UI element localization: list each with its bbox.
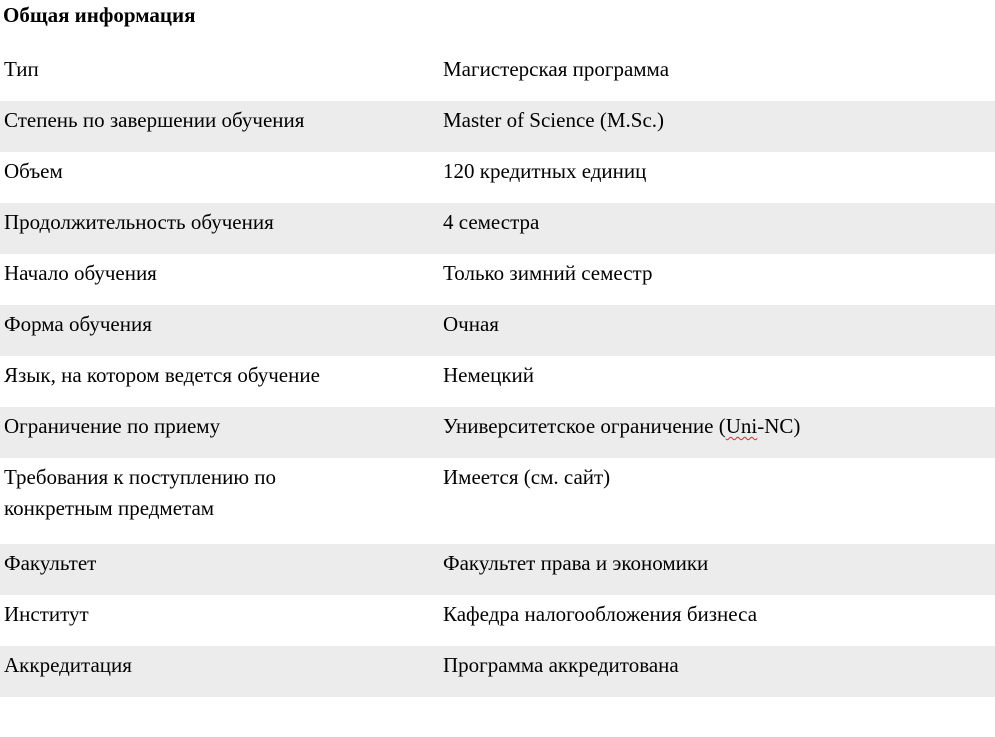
- row-label: Продолжительность обучения: [0, 203, 439, 254]
- row-value: Только зимний семестр: [443, 261, 653, 285]
- table-row-accreditation: [0, 646, 995, 697]
- row-label-line2: конкретным предметам: [4, 496, 215, 520]
- row-label: [0, 458, 439, 544]
- spellcheck-flagged-word: Uni: [725, 414, 758, 438]
- row-label: Аккредитация: [0, 646, 439, 697]
- table-row-start: [0, 254, 995, 305]
- table-row-type: [0, 50, 995, 101]
- row-value: [439, 407, 995, 458]
- value-suffix: -NC): [757, 414, 801, 438]
- row-value: Очная: [439, 305, 995, 356]
- row-value: Master of Science (M.Sc.): [439, 101, 995, 152]
- table-row-subject-requirements: [0, 458, 995, 544]
- row-value: Факультет права и экономики: [439, 544, 995, 595]
- table-row-study-form: [0, 305, 995, 356]
- section-heading: Общая информация: [3, 3, 196, 27]
- row-label: Форма обучения: [0, 305, 439, 356]
- row-label: Факультет: [0, 544, 439, 595]
- value-prefix: Университетское ограничение (: [443, 414, 726, 438]
- row-label: Язык, на котором ведется обучение: [4, 363, 320, 387]
- row-value: 4 семестра: [439, 203, 995, 254]
- table-row-volume: [0, 152, 995, 203]
- table-row-admission-limit: [0, 407, 995, 458]
- table-row-faculty: [0, 544, 995, 595]
- row-label: Институт: [4, 602, 89, 626]
- row-label: Тип: [4, 57, 39, 81]
- row-label-line1: Требования к поступлению по: [4, 465, 277, 489]
- table-row-degree: [0, 101, 995, 152]
- table-row-institute: [0, 595, 995, 646]
- row-value: Программа аккредитована: [439, 646, 995, 697]
- info-table: [0, 50, 995, 697]
- row-label: Начало обучения: [4, 261, 157, 285]
- row-label: Объем: [4, 159, 63, 183]
- table-row-language: [0, 356, 995, 407]
- row-label: Степень по завершении обучения: [0, 101, 439, 152]
- table-row-duration: [0, 203, 995, 254]
- row-value: Немецкий: [443, 363, 535, 387]
- row-label: Ограничение по приему: [0, 407, 439, 458]
- row-value: 120 кредитных единиц: [443, 159, 647, 183]
- row-value: Имеется (см. сайт): [443, 465, 611, 489]
- row-value: Магистерская программа: [443, 57, 670, 81]
- row-value: Кафедра налогообложения бизнеса: [443, 602, 758, 626]
